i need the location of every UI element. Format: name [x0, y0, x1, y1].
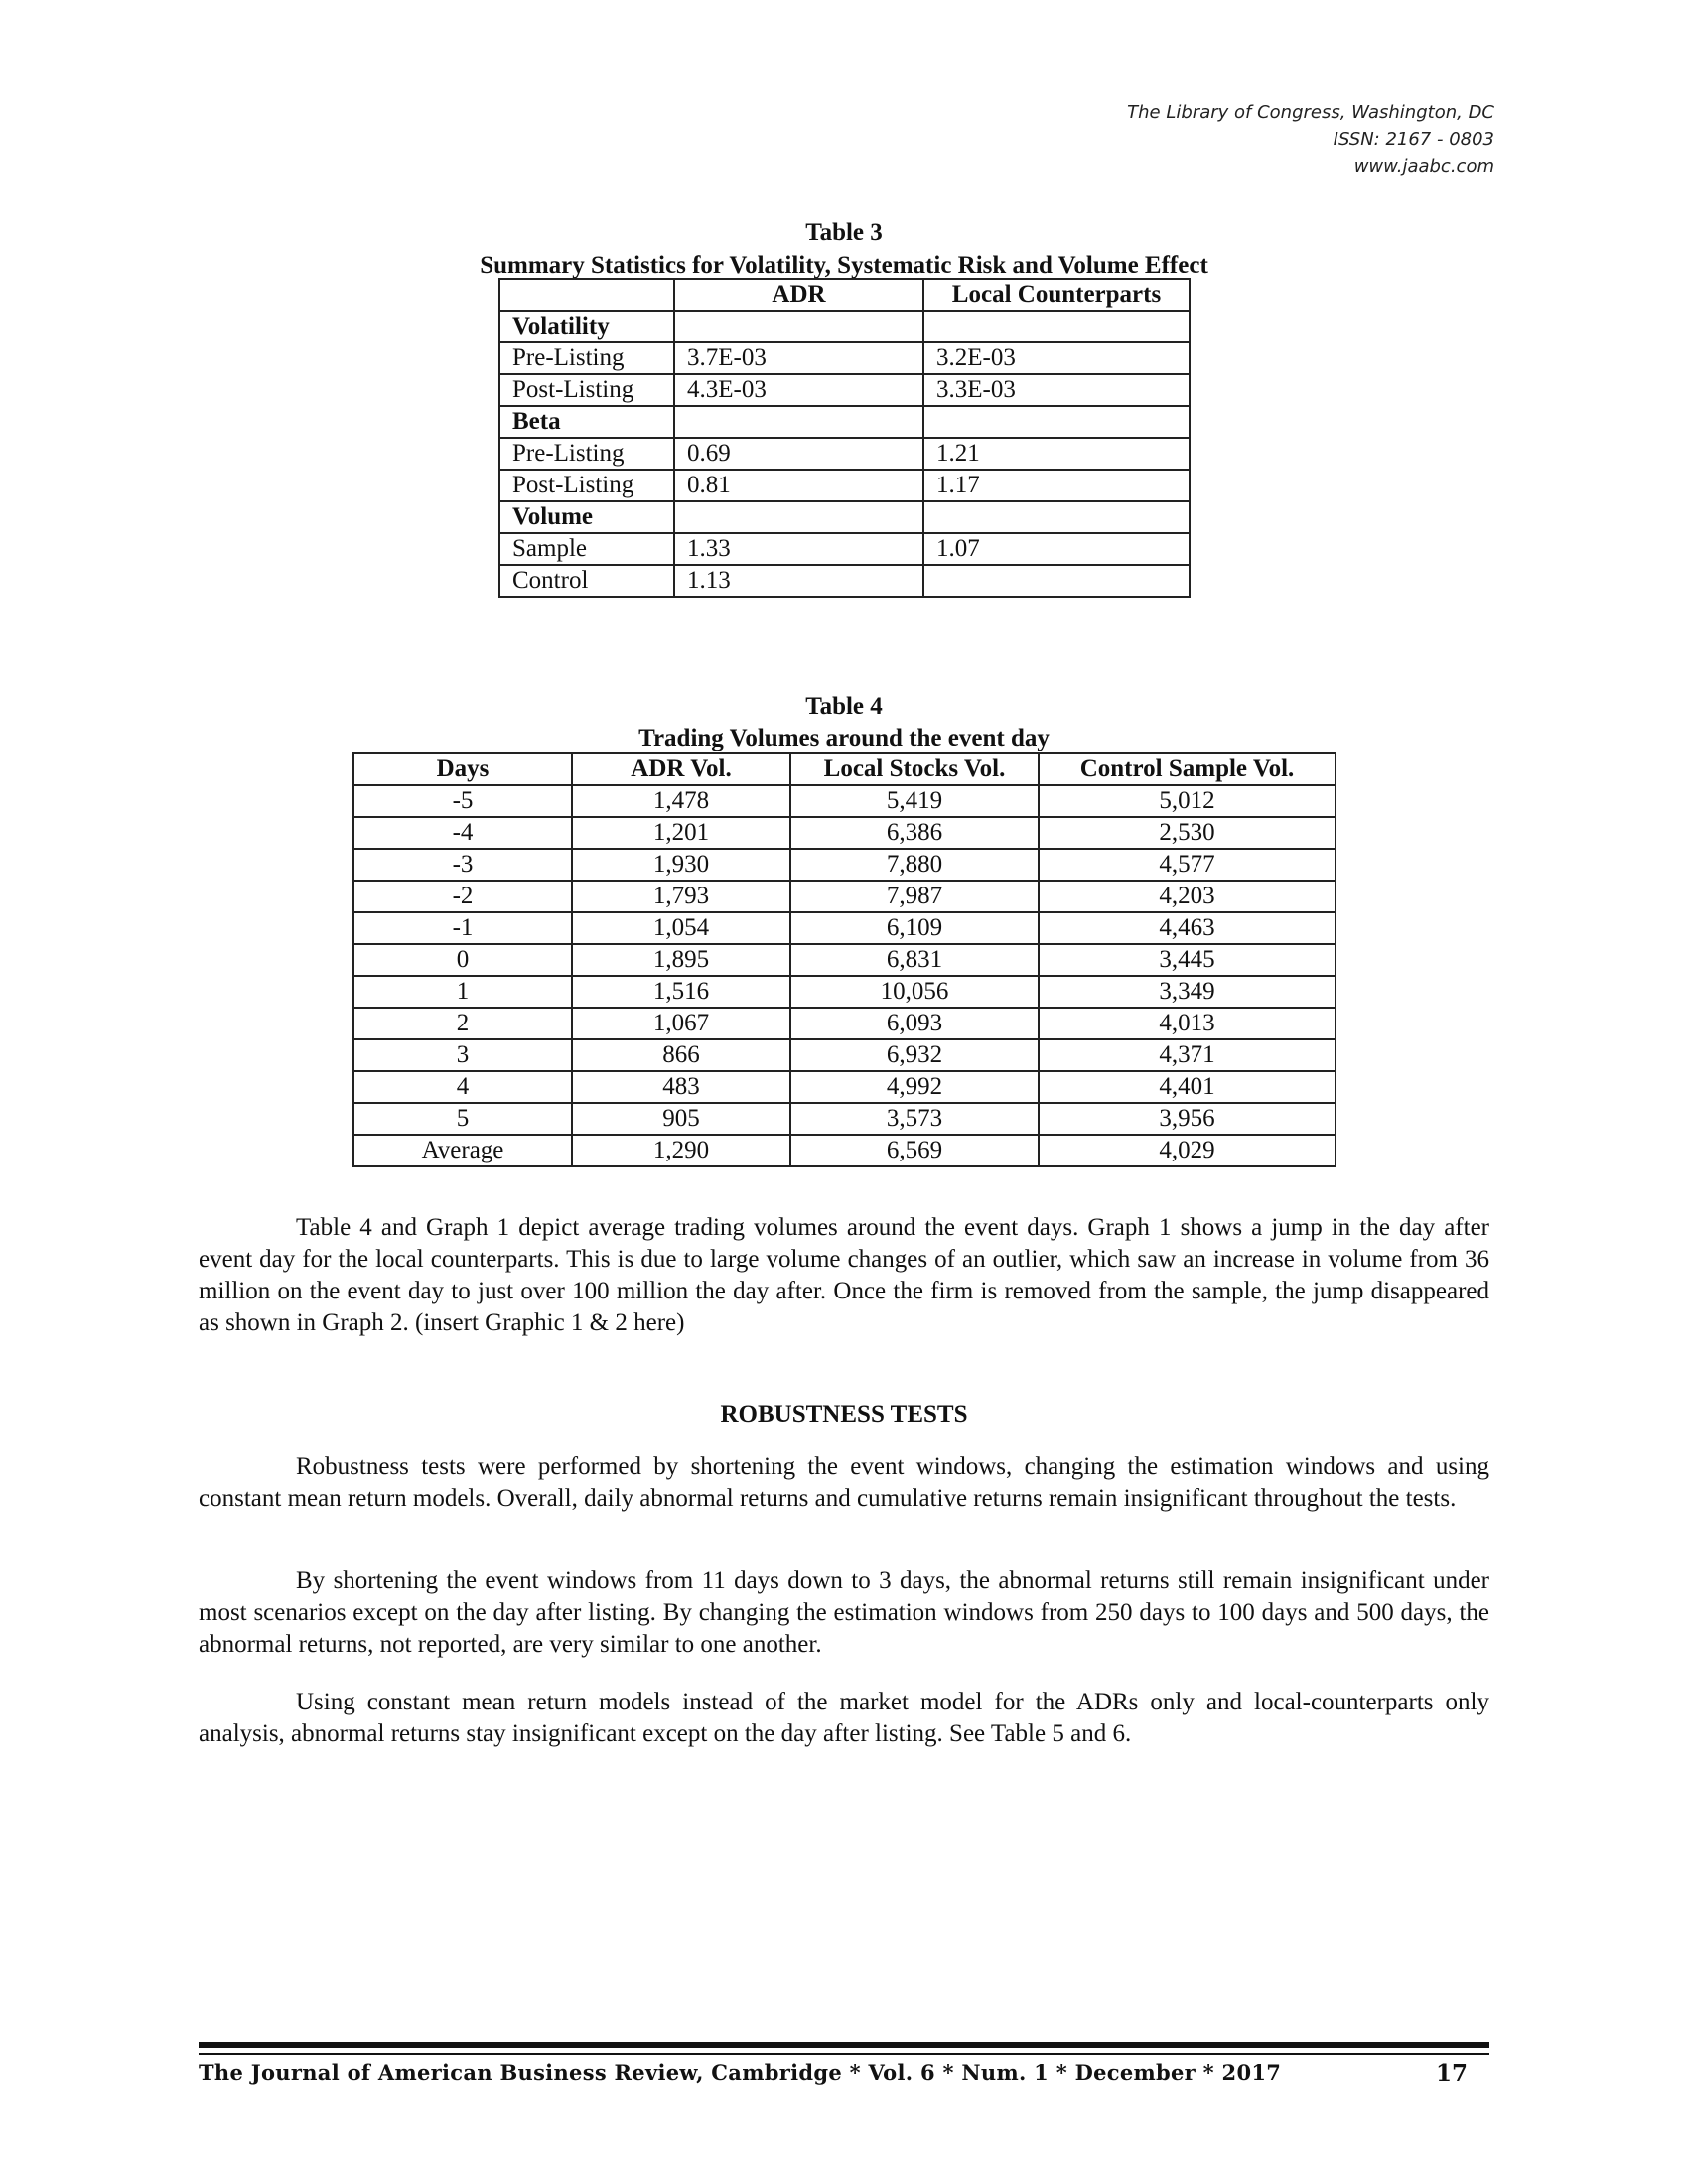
- table4-cell: 3,573: [790, 1103, 1039, 1135]
- table3-cell: [923, 565, 1190, 597]
- table3-row-label: Sample: [499, 533, 674, 565]
- table3-col-header: ADR: [674, 279, 923, 311]
- table3-cell: 1.17: [923, 470, 1190, 501]
- table3-row: [499, 374, 1190, 406]
- footer-rule-thin: [199, 2053, 1489, 2055]
- table3-cell: 4.3E-03: [674, 374, 923, 406]
- table4-row: [353, 976, 1336, 1008]
- table4-cell-days: -1: [353, 912, 572, 944]
- table3-cell: [674, 311, 923, 342]
- table4-cell: 2,530: [1039, 817, 1336, 849]
- table4-col-header: Control Sample Vol.: [1039, 753, 1336, 785]
- table3-title: Summary Statistics for Volatility, Systematic Risk and Volume Effect: [480, 252, 1208, 279]
- table4-cell: 4,013: [1039, 1008, 1336, 1039]
- table3-cell: 1.13: [674, 565, 923, 597]
- table4-cell: 905: [572, 1103, 790, 1135]
- table4-col-header: ADR Vol.: [572, 753, 790, 785]
- table4-cell-days: 1: [353, 976, 572, 1008]
- table3-cell: 1.07: [923, 533, 1190, 565]
- table3-row-label: Post-Listing: [499, 470, 674, 501]
- table3-row: [499, 438, 1190, 470]
- footer-rule: [199, 2042, 1489, 2048]
- table4-cell: 4,203: [1039, 881, 1336, 912]
- table4-title: Trading Volumes around the event day: [638, 725, 1050, 751]
- table4-cell: 1,290: [572, 1135, 790, 1166]
- table4-cell: 1,895: [572, 944, 790, 976]
- page-number: 17: [1435, 2060, 1468, 2087]
- body-paragraph-event-windows: By shortening the event windows from 11 days down to 3 days, the abnormal returns still remain insignificant under most scenarios except on the day after listing. By changing the estimation windows from 250 days to 100 days and 500 days, the abnormal returns, not reported, are very similar to one another.: [199, 1568, 1489, 1658]
- table3-row: [499, 311, 1190, 342]
- section-heading: ROBUSTNESS TESTS: [720, 1401, 968, 1428]
- table4-cell: 6,386: [790, 817, 1039, 849]
- table3-label: Table 3: [805, 219, 883, 246]
- table3-section-label: Beta: [499, 406, 674, 438]
- table4-cell-days: 2: [353, 1008, 572, 1039]
- table4-cell: 1,478: [572, 785, 790, 817]
- table4-cell: 4,577: [1039, 849, 1336, 881]
- table3-row: [499, 533, 1190, 565]
- table4-cell: 10,056: [790, 976, 1039, 1008]
- running-header: [1127, 99, 1494, 180]
- table3-row: [499, 406, 1190, 438]
- table4-cell: 1,930: [572, 849, 790, 881]
- footer-journal: The Journal of American Business Review, Cambridge * Vol. 6 * Num. 1 * December * 2017: [199, 2060, 1282, 2085]
- table4-cell: 7,987: [790, 881, 1039, 912]
- body-paragraph-robustness: Robustness tests were performed by shortening the event windows, changing the estimation windows and using constant mean return models. Overall, daily abnormal returns and cumulative returns remain insignificant throughout the tests.: [199, 1453, 1489, 1512]
- table3-cell: 1.33: [674, 533, 923, 565]
- table4-row: [353, 1103, 1336, 1135]
- table4-col-header: Local Stocks Vol.: [790, 753, 1039, 785]
- table4-cell: 1,201: [572, 817, 790, 849]
- table3-cell: 3.7E-03: [674, 342, 923, 374]
- header-website: www.jaabc.com: [1353, 156, 1494, 177]
- table3-row-label: Pre-Listing: [499, 438, 674, 470]
- table3-cell: 0.81: [674, 470, 923, 501]
- table3-section-label: Volume: [499, 501, 674, 533]
- table4-cell: 5,012: [1039, 785, 1336, 817]
- table4-cell: 7,880: [790, 849, 1039, 881]
- table3-col-header: [499, 279, 674, 311]
- table4-cell: 6,093: [790, 1008, 1039, 1039]
- table3-row-label: Control: [499, 565, 674, 597]
- header-issn: ISSN: 2167 - 0803: [1333, 129, 1494, 150]
- table4-cell-days: -3: [353, 849, 572, 881]
- table3-cell: [674, 406, 923, 438]
- table3-col-header: Local Counterparts: [923, 279, 1190, 311]
- table4-cell-days: -5: [353, 785, 572, 817]
- table4-header-row: [353, 753, 1336, 785]
- table3-row-label: Pre-Listing: [499, 342, 674, 374]
- table3-row: [499, 565, 1190, 597]
- table4-col-header: Days: [353, 753, 572, 785]
- table4-cell-days: 0: [353, 944, 572, 976]
- table3-cell: [923, 311, 1190, 342]
- table4-label: Table 4: [805, 693, 883, 720]
- table4-cell: 1,054: [572, 912, 790, 944]
- table4-row: [353, 912, 1336, 944]
- table3-row: [499, 501, 1190, 533]
- table4: [352, 752, 1336, 1167]
- table4-cell: 1,793: [572, 881, 790, 912]
- table4-cell-days: 3: [353, 1039, 572, 1071]
- table4-cell: 483: [572, 1071, 790, 1103]
- table4-row: [353, 1039, 1336, 1071]
- table4-cell: 3,956: [1039, 1103, 1336, 1135]
- table3-row-label: Post-Listing: [499, 374, 674, 406]
- body-paragraph-constant-mean: Using constant mean return models instead of the market model for the ADRs only and local-counterparts only analysis, abnormal returns stay insignificant except on the day after listing. See Table 5 and 6.: [199, 1689, 1489, 1747]
- table3-row: [499, 470, 1190, 501]
- table4-cell: 3,349: [1039, 976, 1336, 1008]
- table4-row: [353, 785, 1336, 817]
- table3-cell: 0.69: [674, 438, 923, 470]
- table3: [498, 278, 1191, 598]
- table3-cell: 3.3E-03: [923, 374, 1190, 406]
- table3-cell: [674, 501, 923, 533]
- table4-cell: 6,831: [790, 944, 1039, 976]
- table4-cell: 6,569: [790, 1135, 1039, 1166]
- table4-cell: 4,992: [790, 1071, 1039, 1103]
- table4-cell: 6,932: [790, 1039, 1039, 1071]
- table4-row-average: [353, 1135, 1336, 1166]
- table4-row: [353, 1071, 1336, 1103]
- table4-cell: 4,463: [1039, 912, 1336, 944]
- table3-header-row: [499, 279, 1190, 311]
- table3-cell: 3.2E-03: [923, 342, 1190, 374]
- table4-row: [353, 1008, 1336, 1039]
- table4-row: [353, 849, 1336, 881]
- body-paragraph-volumes: Table 4 and Graph 1 depict average trading volumes around the event days. Graph 1 shows a jump in the day after event day for the local counterparts. This is due to large volume changes of an outlier, which saw an increase in volume from 36 million on the event day to just over 100 million the day after. Once the firm is removed from the sample, the jump disappeared as shown in Graph 2. (insert Graphic 1 & 2 here): [199, 1214, 1489, 1336]
- table4-cell: 3,445: [1039, 944, 1336, 976]
- table4-cell: 5,419: [790, 785, 1039, 817]
- table4-cell-days: 4: [353, 1071, 572, 1103]
- table3-cell: [923, 406, 1190, 438]
- table4-row: [353, 881, 1336, 912]
- table3-cell: 1.21: [923, 438, 1190, 470]
- table4-cell-days: -4: [353, 817, 572, 849]
- table4-cell: 1,067: [572, 1008, 790, 1039]
- table4-cell: 6,109: [790, 912, 1039, 944]
- table4-cell: 1,516: [572, 976, 790, 1008]
- table3-section-label: Volatility: [499, 311, 674, 342]
- table4-row: [353, 944, 1336, 976]
- table3-cell: [923, 501, 1190, 533]
- table4-cell: 866: [572, 1039, 790, 1071]
- table4-cell: 4,401: [1039, 1071, 1336, 1103]
- table4-cell: 4,029: [1039, 1135, 1336, 1166]
- table3-row: [499, 342, 1190, 374]
- header-library: The Library of Congress, Washington, DC: [1127, 102, 1494, 123]
- table4-row: [353, 817, 1336, 849]
- table4-cell-days: Average: [353, 1135, 572, 1166]
- table4-cell-days: -2: [353, 881, 572, 912]
- table4-cell-days: 5: [353, 1103, 572, 1135]
- table4-cell: 4,371: [1039, 1039, 1336, 1071]
